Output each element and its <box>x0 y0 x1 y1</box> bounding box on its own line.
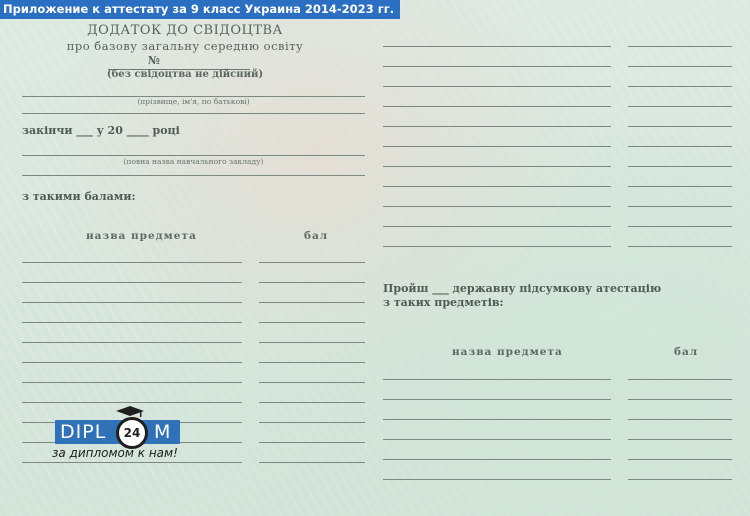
scores-label: з такими балами: <box>22 190 136 203</box>
school-field[interactable] <box>22 155 365 156</box>
name-field-line-2[interactable] <box>22 113 365 114</box>
finished-label: закінчи ___ у 20 ____ році <box>22 124 180 137</box>
right-top-row-7-subject-line[interactable] <box>383 166 611 167</box>
right-top-row-6-score-line[interactable] <box>628 146 732 147</box>
right-top-row-10-score-line[interactable] <box>628 226 732 227</box>
document-subtitle: про базову загальну середню освіту <box>66 39 304 53</box>
logo-number-badge: 24 <box>116 417 148 449</box>
right-top-row-1-subject-line[interactable] <box>383 46 611 47</box>
right-attestation-row-6-subject-line[interactable] <box>383 479 611 480</box>
logo-text-left: DIPL <box>60 421 107 443</box>
right-top-row-11-subject-line[interactable] <box>383 246 611 247</box>
logo-slogan: за дипломом к нам! <box>52 446 178 460</box>
right-top-row-2-score-line[interactable] <box>628 66 732 67</box>
right-top-row-6-subject-line[interactable] <box>383 146 611 147</box>
left-score-row-9-score-line[interactable] <box>259 422 365 423</box>
left-score-row-6-score-line[interactable] <box>259 362 365 363</box>
left-score-row-6-subject-line[interactable] <box>22 362 242 363</box>
school-hint: (повна назва навчального закладу) <box>123 157 264 166</box>
left-score-row-7-subject-line[interactable] <box>22 382 242 383</box>
attestation-label-line1: Пройш ___ державну підсумкову атестацію <box>383 282 662 295</box>
right-col-score-header: бал <box>674 346 699 358</box>
right-top-row-11-score-line[interactable] <box>628 246 732 247</box>
left-score-row-3-score-line[interactable] <box>259 302 365 303</box>
left-col-subject-header: назва предмета <box>86 230 197 242</box>
number-symbol: № <box>148 54 160 67</box>
left-score-row-4-subject-line[interactable] <box>22 322 242 323</box>
name-hint: (прізвище, ім'я, по батькові) <box>137 97 250 106</box>
right-attestation-row-3-score-line[interactable] <box>628 419 732 420</box>
right-top-row-4-subject-line[interactable] <box>383 106 611 107</box>
right-attestation-row-2-subject-line[interactable] <box>383 399 611 400</box>
right-top-row-8-score-line[interactable] <box>628 186 732 187</box>
right-attestation-row-3-subject-line[interactable] <box>383 419 611 420</box>
right-top-row-7-score-line[interactable] <box>628 166 732 167</box>
left-score-row-7-score-line[interactable] <box>259 382 365 383</box>
right-top-row-9-subject-line[interactable] <box>383 206 611 207</box>
right-col-subject-header: назва предмета <box>452 346 563 358</box>
left-score-row-3-subject-line[interactable] <box>22 302 242 303</box>
right-attestation-row-5-score-line[interactable] <box>628 459 732 460</box>
left-score-row-5-subject-line[interactable] <box>22 342 242 343</box>
right-top-row-4-score-line[interactable] <box>628 106 732 107</box>
right-attestation-row-1-score-line[interactable] <box>628 379 732 380</box>
left-score-row-2-subject-line[interactable] <box>22 282 242 283</box>
left-score-row-1-score-line[interactable] <box>259 262 365 263</box>
right-top-row-5-score-line[interactable] <box>628 126 732 127</box>
left-score-row-4-score-line[interactable] <box>259 322 365 323</box>
left-col-score-header: бал <box>304 230 329 242</box>
right-top-row-3-score-line[interactable] <box>628 86 732 87</box>
logo-text-right: M <box>154 421 172 443</box>
right-top-row-10-subject-line[interactable] <box>383 226 611 227</box>
attestation-label-line2: з таких предметів: <box>383 296 504 309</box>
right-attestation-row-5-subject-line[interactable] <box>383 459 611 460</box>
left-score-row-10-score-line[interactable] <box>259 442 365 443</box>
school-field-line-2[interactable] <box>22 175 365 176</box>
right-attestation-row-6-score-line[interactable] <box>628 479 732 480</box>
left-score-row-1-subject-line[interactable] <box>22 262 242 263</box>
document-title: ДОДАТОК ДО СВІДОЦТВА <box>87 23 283 38</box>
right-top-row-2-subject-line[interactable] <box>383 66 611 67</box>
diplom24-logo <box>52 405 192 467</box>
left-score-row-8-subject-line[interactable] <box>22 402 242 403</box>
right-attestation-row-4-subject-line[interactable] <box>383 439 611 440</box>
right-attestation-row-1-subject-line[interactable] <box>383 379 611 380</box>
right-attestation-row-4-score-line[interactable] <box>628 439 732 440</box>
right-top-row-1-score-line[interactable] <box>628 46 732 47</box>
left-score-row-5-score-line[interactable] <box>259 342 365 343</box>
left-score-row-2-score-line[interactable] <box>259 282 365 283</box>
right-top-row-8-subject-line[interactable] <box>383 186 611 187</box>
right-attestation-row-2-score-line[interactable] <box>628 399 732 400</box>
right-top-row-5-subject-line[interactable] <box>383 126 611 127</box>
right-top-row-9-score-line[interactable] <box>628 206 732 207</box>
right-top-row-3-subject-line[interactable] <box>383 86 611 87</box>
left-score-row-8-score-line[interactable] <box>259 402 365 403</box>
validity-warning: (без свідоцтва не дійсний) <box>106 69 264 80</box>
page-caption: Приложение к аттестату за 9 класс Украина 2014-2023 гг. <box>0 0 400 19</box>
left-score-row-11-score-line[interactable] <box>259 462 365 463</box>
